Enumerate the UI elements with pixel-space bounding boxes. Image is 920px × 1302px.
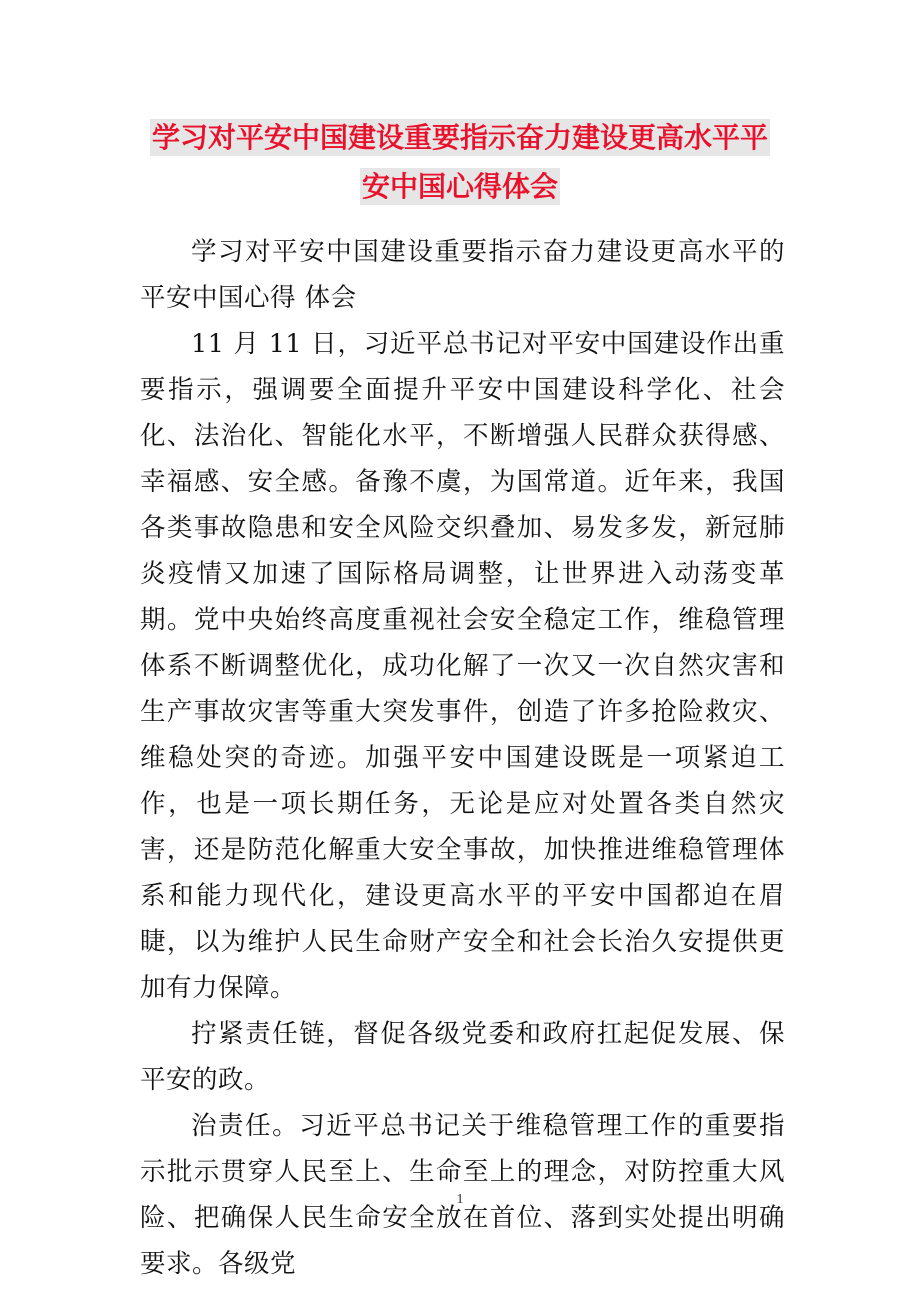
title-text-2: 安中国心得体会	[361, 170, 558, 203]
paragraph-subtitle: 学习对平安中国建设重要指示奋力建设更高水平的平安中国心得 体会	[140, 237, 785, 313]
paragraph-1: 11 月 11 日，习近平总书记对平安中国建设作出重要指示，强调要全面提升平安中国建设科学化、社会化、法治化、智能化水平，不断增强人民群众获得感、幸福感、安全感。备豫不虞，为国常道。近年来，我国各类事故隐患和安全风险交织叠加、易发多发，新冠肺炎疫情又加速了国际格局调整，让世界进入动荡变革期。党中央始终高度重视社会安全稳定工作，维稳管理体系不断调整优化，成功化解了一次又一次自然灾害和生产事故灾害等重大突发事件，创造了许多抢险救灾、维稳处突的奇迹。加强平安中国建设既是一项紧迫工作，也是一项长期任务，无论是应对处置各类自然灾害，还是防范化解重大安全事故，加快推进维稳管理体系和能力现代化，建设更高水平的平安中国都迫在眉睫，以为维护人民生命财产安全和社会长治久安提供更加有力保障。	[140, 329, 785, 1003]
page-number: 1	[456, 1192, 464, 1207]
document-title-line-1	[0, 116, 920, 160]
paragraph-3: 治责任。习近平总书记关于维稳管理工作的重要指示批示贯穿人民至上、生命至上的理念，对防控重大风险、把确保人民生命安全放在首位、落到实处提出明确要求。各级党	[140, 1111, 785, 1279]
document-body	[140, 229, 785, 1287]
paragraph-2: 拧紧责任链，督促各级党委和政府扛起促发展、保平安的政。	[140, 1019, 785, 1095]
document-title-line-2	[0, 165, 920, 209]
title-text-1: 学习对平安中国建设重要指示奋力建设更高水平平	[151, 121, 768, 154]
